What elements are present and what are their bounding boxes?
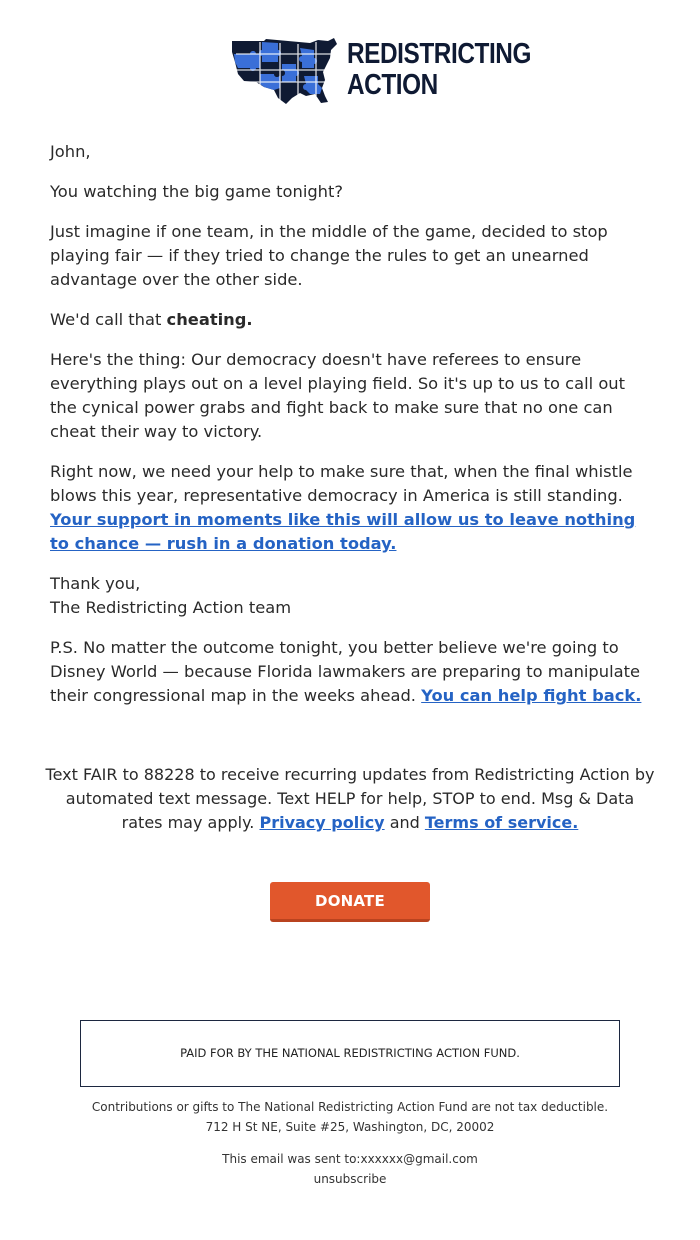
paragraph-3-text: We'd call that [50,310,167,329]
postscript-text: P.S. No matter the outcome tonight, you better believe we're going to Disney World — because Florida lawmakers are preparing to manipulate their congressional map in the weeks ahead. [50,638,640,705]
paragraph-2: Just imagine if one team, in the middle of the game, decided to stop playing fair — if they tried to change the rules to get an unearned advantage over the other side. [50,222,608,289]
logo [230,38,532,106]
sms-disclaimer [45,763,655,835]
paragraph-3 [50,308,650,332]
postscript [50,636,650,708]
logo-line-1: REDISTRICTING [347,38,532,70]
greeting: John, [50,142,91,161]
footer-legal [0,1097,700,1137]
sent-to-notice: This email was sent to:xxxxxx@gmail.com [222,1152,478,1166]
fight-back-link[interactable]: You can help fight back. [421,686,642,705]
paragraph-4: Here's the thing: Our democracy doesn't have referees to ensure everything plays out on a level playing field. So it's up to us to call out the cynical power grabs and fight back to make sure that no one can cheat their way to victory. [50,350,625,441]
mailing-address: 712 H St NE, Suite #25, Washington, DC, 20002 [205,1120,495,1134]
terms-of-service-link[interactable]: Terms of service. [424,813,579,832]
sms-text: Text FAIR to 88228 to receive recurring updates from Redistricting Action by automated text message. Text HELP for help, STOP to end. Msg & Data rates may apply. [45,765,655,832]
signoff: Thank you, [50,574,141,593]
paragraph-5 [50,460,650,556]
signoff-block [50,572,650,620]
logo-wordmark [347,39,531,101]
tax-disclaimer: Contributions or gifts to The National Redistricting Action Fund are not tax deductible. [91,1100,609,1114]
privacy-policy-link[interactable]: Privacy policy [259,813,385,832]
cheating-emphasis: cheating. [166,310,253,329]
logo-line-2: ACTION [347,69,438,101]
footer-email [0,1149,700,1189]
paid-for-notice: PAID FOR BY THE NATIONAL REDISTRICTING ACTION FUND. [80,1020,620,1087]
donate-button[interactable]: DONATE [270,882,430,922]
paragraph-1: You watching the big game tonight? [50,182,344,201]
letter-body [50,140,650,724]
signature: The Redistricting Action team [50,598,292,617]
paragraph-5-text: Right now, we need your help to make sure that, when the final whistle blows this year, representative democracy in America is still standing. [50,462,633,505]
sms-and: and [384,813,425,832]
us-map-puzzle-icon [230,38,338,104]
donation-link[interactable]: Your support in moments like this will allow us to leave nothing to chance — rush in a donation today. [50,510,636,553]
unsubscribe-link[interactable]: unsubscribe [313,1172,387,1186]
